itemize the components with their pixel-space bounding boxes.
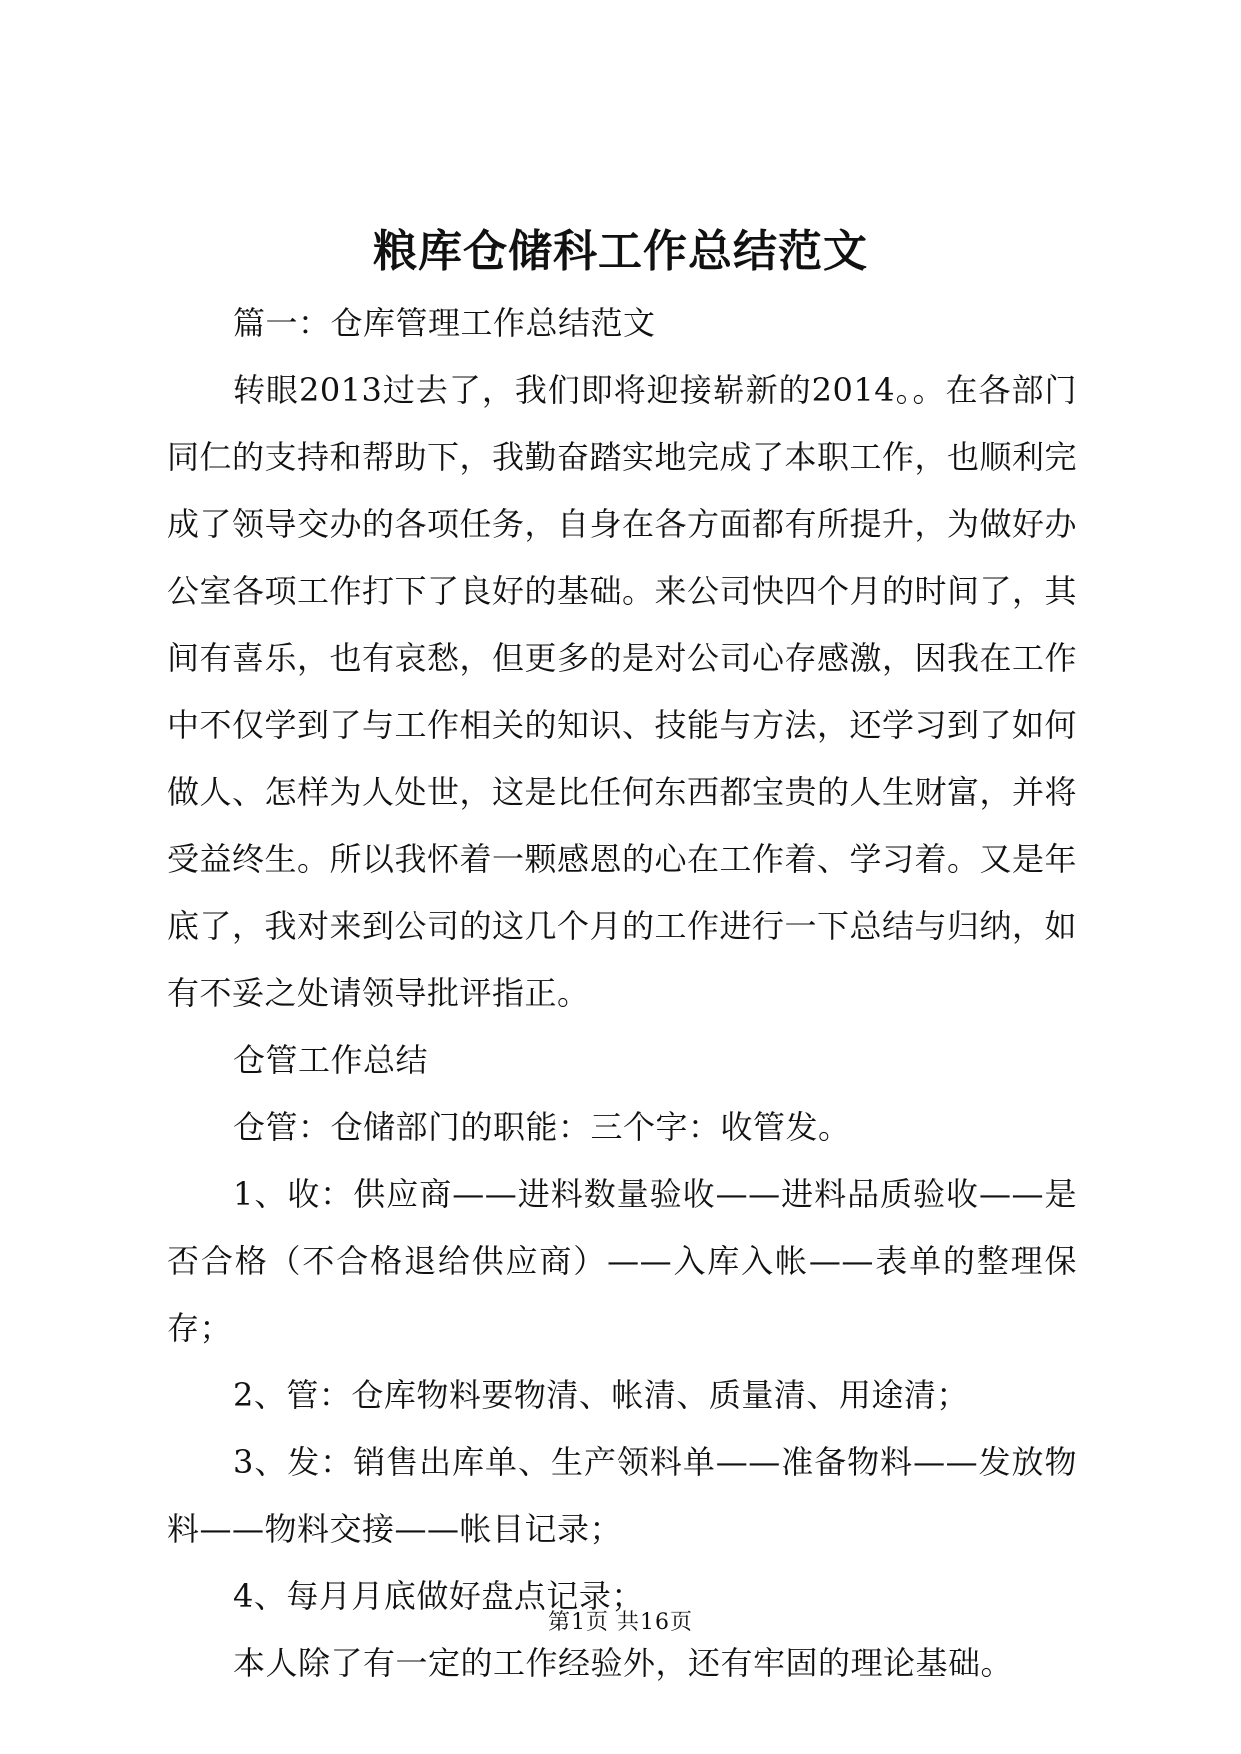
body-paragraph: 仓管：仓储部门的职能：三个字：收管发。 [233, 1108, 851, 1146]
list-item: 2、管：仓库物料要物清、帐清、质量清、用途清； [233, 1376, 969, 1414]
document-body [167, 290, 1077, 1697]
list-item: 1、收：供应商——进料数量验收——进料品质验收——是否合格（不合格退给供应商）——入库入帐——表单的整理保存； [167, 1175, 1077, 1347]
list-item: 4、每月月底做好盘点记录； [233, 1577, 644, 1615]
section-heading: 篇一：仓库管理工作总结范文 [233, 304, 656, 342]
page-footer: 第1页 共16页 [548, 1610, 693, 1635]
document-title: 粮库仓储科工作总结范文 [373, 226, 868, 277]
body-paragraph: 转眼2013过去了，我们即将迎接崭新的2014。。在各部门同仁的支持和帮助下，我勤奋踏实地完成了本职工作，也顺利完成了领导交办的各项任务，自身在各方面都有所提升，为做好办公室各项工作打下了良好的基础。来公司快四个月的时间了，其间有喜乐，也有哀愁，但更多的是对公司心存感激，因我在工作中不仅学到了与工作相关的知识、技能与方法，还学习到了如何做人、怎样为人处世，这是比任何东西都宝贵的人生财富，并将受益终生。所以我怀着一颗感恩的心在工作着、学习着。又是年底了，我对来到公司的这几个月的工作进行一下总结与归纳，如有不妥之处请领导批评指正。 [167, 371, 1078, 1012]
list-item: 3、发：销售出库单、生产领料单——准备物料——发放物料——物料交接——帐目记录； [167, 1443, 1077, 1548]
subsection-heading: 仓管工作总结 [233, 1041, 429, 1079]
body-paragraph: 本人除了有一定的工作经验外，还有牢固的理论基础。 [233, 1644, 1014, 1682]
